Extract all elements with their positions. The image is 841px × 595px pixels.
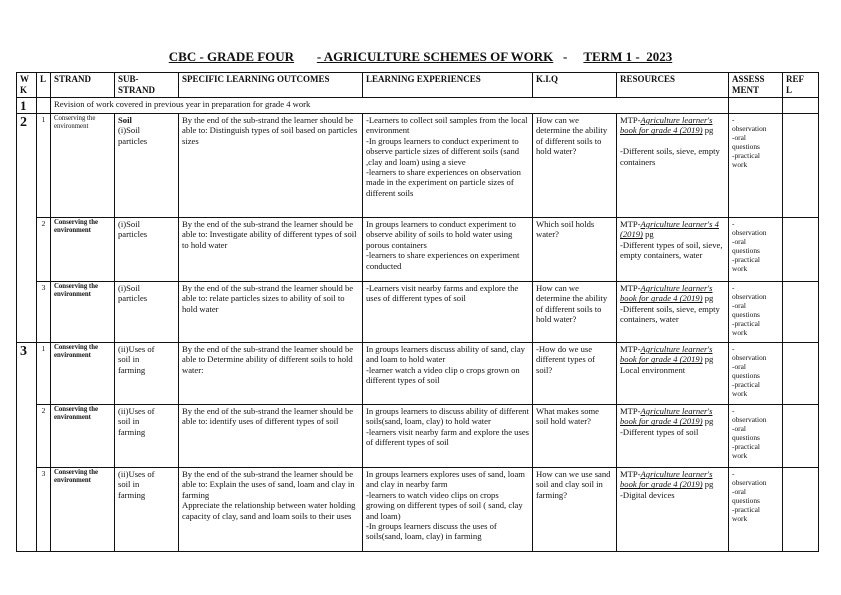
resource-materials: -Different soils, sieve, empty containers [620,146,720,167]
substrand-cell [115,282,179,343]
experiences-cell: In groups learners to discuss ability of different soils(sand, loam, clay) to hold water -learners visit nearby farm and explore the uses of different types of soil [363,405,533,468]
header-reflection: REF L [783,73,819,98]
reflection-cell [783,98,819,114]
resource-prefix: MTP- [620,115,641,125]
substrand-name: (i)Soil particles [118,219,148,240]
lesson-number: 3 [37,468,51,552]
revision-text: Revision of work covered in previous year in preparation for grade 4 work [51,98,729,114]
resources-cell [617,282,729,343]
header-substrand: SUB- STRAND [115,73,179,98]
strand-cell: Conserving the environment [51,405,115,468]
kiq-cell: What makes some soil hold water? [533,405,617,468]
assessment-cell: - observation -oral questions -practical work [729,114,783,218]
assessment-cell: - observation -oral questions -practical work [729,282,783,343]
assessment-cell: - observation -oral questions -practical work [729,343,783,405]
substrand-title: Soil [118,115,132,125]
substrand-name: (ii)Uses of soil in farming [118,344,155,375]
resource-book-link[interactable]: Agriculture learner's book for grade 4 (2019) [620,283,713,304]
resource-prefix: MTP- [620,219,641,229]
kiq-cell: How can we determine the ability of different soils to hold water? [533,282,617,343]
resource-materials: -Digital devices [620,489,675,500]
resource-book-link[interactable]: Agriculture learner's book for grade 4 (2019) [620,344,713,365]
substrand-cell [115,468,179,552]
kiq-cell: Which soil holds water? [533,218,617,282]
resource-book-link[interactable]: Agriculture learner's book for grade 4 (2019) [620,406,713,427]
strand-cell: Conserving the environment [51,218,115,282]
substrand-name: (ii)Uses of soil in farming [118,469,155,500]
resource-prefix: MTP- [620,344,641,354]
outcomes-cell: By the end of the sub-strand the learner should be able to: relate particles sizes to ability of soil to hold water [179,282,363,343]
resources-cell [617,468,729,552]
reflection-cell [783,468,819,552]
header-assessment: ASSESS MENT [729,73,783,98]
resource-materials: Local environment [620,364,686,375]
resource-materials: -Different types of soil, sieve, empty containers, water [620,239,723,261]
reflection-cell [783,114,819,218]
resource-book-link[interactable]: Agriculture learner's book for grade 4 (2019) [620,469,713,490]
table-row [17,218,819,282]
header-strand: STRAND [51,73,115,98]
lesson-number: 2 [37,405,51,468]
outcomes-cell: By the end of the sub-strand the learner should be able to: identify uses of different types of soil [179,405,363,468]
resource-materials: -Different soils, sieve, empty containers, water [620,303,720,325]
header-kiq: K.I.Q [533,73,617,98]
resource-book-link[interactable]: Agriculture learner's book for grade 4 (2019) [620,115,713,136]
resource-materials: -Different types of soil [620,426,699,437]
substrand-name: (ii)Uses of soil in farming [118,406,155,437]
substrand-name: (i)Soil particles [118,125,148,146]
resource-page: pg [702,125,714,136]
assessment-cell: - observation -oral questions -practical work [729,218,783,282]
resource-page: pg [702,293,714,304]
kiq-cell: -How do we use different types of soil? [533,343,617,405]
outcomes-cell: By the end of the sub-strand the learner should be able to: Investigate ability of different types of soil to hold water [179,218,363,282]
week-number: 1 [17,98,37,114]
resource-book-link[interactable]: Agriculture learner's 4 (2019) [620,219,719,240]
outcomes-cell: By the end of the sub-strand the learner should be able to: Explain the uses of sand, loam and clay in farming Appreciate the relationship between water holding capacity of clay, sand and loam soils to their uses [179,468,363,552]
lesson-number: 1 [37,114,51,218]
header-week: W K [17,73,37,98]
reflection-cell [783,343,819,405]
strand-cell: Conserving the environment [51,114,115,218]
resources-cell [617,114,729,218]
reflection-cell [783,405,819,468]
header-experiences: LEARNING EXPERIENCES [363,73,533,98]
revision-row [17,98,819,114]
reflection-cell [783,218,819,282]
substrand-cell [115,218,179,282]
table-row [17,468,819,552]
strand-cell: Conserving the environment [51,343,115,405]
table-row [17,343,819,405]
resource-page: pg [702,354,714,365]
substrand-cell [115,114,179,218]
experiences-cell: In groups learners explores uses of sand, loam and clay in nearby farm -learners to watch video clips on crops growing on different types of soil ( sand, clay and loam) -In groups learners discuss the uses of soils(sand, loam, clay) in farming [363,468,533,552]
week-number: 3 [17,343,37,552]
resource-page: pg [642,229,654,240]
strand-cell: Conserving the environment [51,468,115,552]
table-row [17,405,819,468]
resources-cell [617,218,729,282]
lesson-number: 1 [37,343,51,405]
lesson-number: 3 [37,282,51,343]
header-row [17,73,819,98]
strand-cell: Conserving the environment [51,282,115,343]
experiences-cell: -Learners to collect soil samples from the local environment -In groups learners to conduct experiment to observe particle sizes of different soils (sand ,clay and loam) using a sieve -learners to share experiences on observation made in the experiment on particle sizes of different soils [363,114,533,218]
header-resources: RESOURCES [617,73,729,98]
resource-page: pg [702,416,714,427]
experiences-cell: In groups learners discuss ability of sand, clay and loam to hold water -learner watch a video clip o crops grown on different types of soil [363,343,533,405]
assessment-cell: - observation -oral questions -practical work [729,468,783,552]
assessment-cell: - observation -oral questions -practical work [729,405,783,468]
resources-cell [617,405,729,468]
kiq-cell: How can we use sand soil and clay soil in farming? [533,468,617,552]
table-row [17,114,819,218]
substrand-cell [115,343,179,405]
assessment-cell [729,98,783,114]
experiences-cell: In groups learners to conduct experiment to observe ability of soils to hold water using porous containers -learners to share experiences on experiment conducted [363,218,533,282]
kiq-cell: How can we determine the ability of different soils to hold water? [533,114,617,218]
resource-prefix: MTP- [620,469,641,479]
schemes-of-work-table [16,72,819,552]
substrand-cell [115,405,179,468]
reflection-cell [783,282,819,343]
outcomes-cell: By the end of the sub-strand the learner should be able to Determine ability of different soils to hold water: [179,343,363,405]
substrand-name: (i)Soil particles [118,283,148,304]
document-title: CBC - GRADE FOUR - AGRICULTURE SCHEMES OF WORK - TERM 1 - 2023 [168,49,673,64]
outcomes-cell: By the end of the sub-strand the learner should be able to: Distinguish types of soil based on particles sizes [179,114,363,218]
table-row [17,282,819,343]
header-lesson: L [37,73,51,98]
lesson-cell [37,98,51,114]
week-number: 2 [17,114,37,343]
resource-prefix: MTP- [620,406,641,416]
resource-page: pg [702,479,714,490]
resource-prefix: MTP- [620,283,641,293]
experiences-cell: -Learners visit nearby farms and explore the uses of different types of soil [363,282,533,343]
resources-cell [617,343,729,405]
lesson-number: 2 [37,218,51,282]
header-outcomes: SPECIFIC LEARNING OUTCOMES [179,73,363,98]
